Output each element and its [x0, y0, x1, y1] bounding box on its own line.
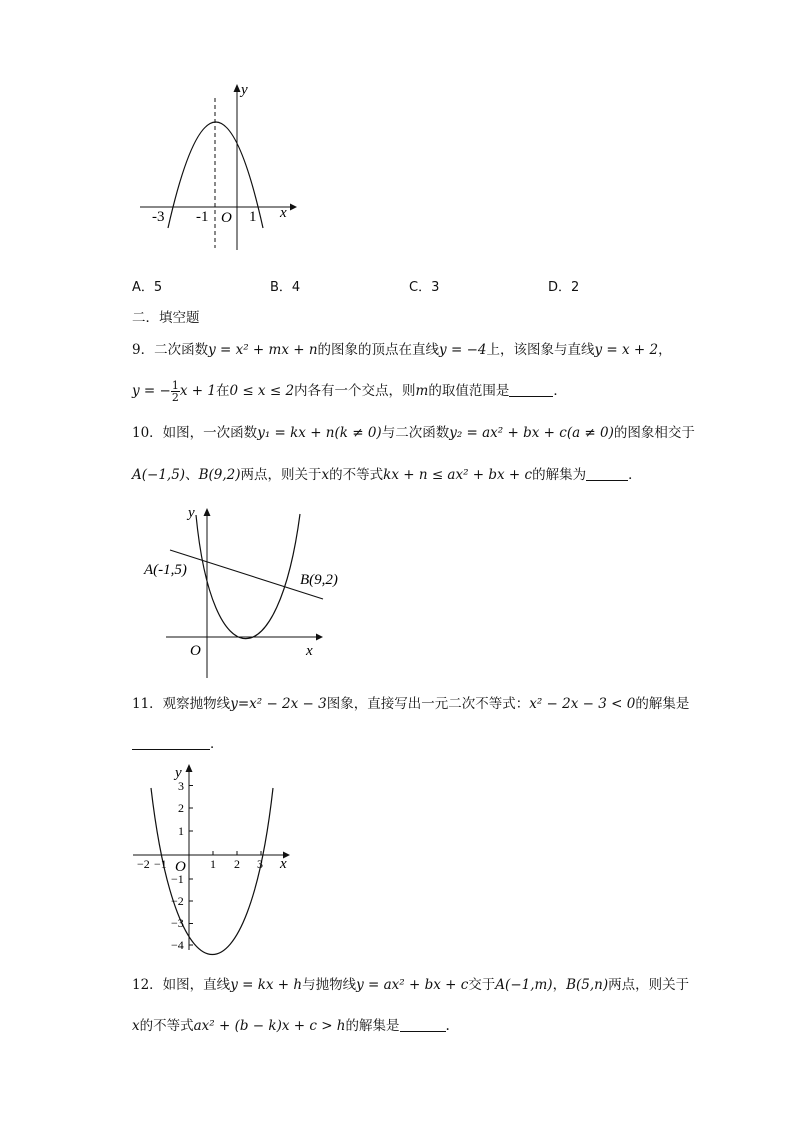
option-d[interactable]: D．2: [548, 280, 580, 295]
q10-line-1: [132, 423, 695, 443]
fig3-ytick: −4: [171, 938, 184, 952]
fig3-xtick: −2: [137, 857, 150, 871]
q10-math: A(−1,5): [132, 467, 186, 483]
q10-math: B(9,2): [198, 467, 241, 483]
q10-math: y₁ = kx + n(k ≠ 0): [257, 425, 382, 441]
q11-text: 的解集是: [635, 696, 690, 712]
figure-1-parabola: [130, 78, 310, 258]
q12-math: y = ax² + bx + c: [356, 977, 469, 993]
q10-text: 与二次函数: [381, 425, 450, 441]
section-title: 二．填空题: [132, 310, 200, 326]
fig3-ytick: 2: [178, 801, 184, 815]
q12-text: 交于: [468, 977, 496, 993]
fig1-tick-m1: -1: [196, 209, 209, 225]
q11-math: y=x² − 2x − 3: [230, 696, 327, 712]
fig3-y-label: y: [175, 765, 182, 781]
q11-text: 11．观察抛物线: [132, 696, 231, 712]
q12-math: y = kx + h: [230, 977, 303, 993]
fig1-x-label: x: [280, 205, 287, 221]
fig1-tick-1: 1: [249, 209, 257, 225]
q11-answer-blank[interactable]: [132, 735, 210, 750]
fig3-xtick: 1: [210, 857, 216, 871]
q9-text: ，: [658, 342, 672, 358]
q9-text: 的取值范围是: [428, 383, 510, 399]
q9-text: 的图象的顶点在直线: [317, 342, 440, 358]
figure-3-parabola-grid: [128, 760, 308, 956]
option-c[interactable]: C．3: [409, 280, 440, 295]
fig3-ytick: −3: [171, 916, 184, 930]
q10-text: 、: [185, 467, 199, 483]
q9-answer-blank[interactable]: [509, 382, 553, 397]
q12-text: 的不等式: [139, 1018, 194, 1034]
q12-line-2: [132, 1016, 450, 1036]
q12-answer-blank[interactable]: [400, 1017, 446, 1032]
fig3-ytick: −2: [171, 894, 184, 908]
q12-math: A(−1,m): [495, 977, 553, 993]
fig3-ytick: 1: [178, 824, 184, 838]
q9-math: y = x + 2: [594, 342, 659, 358]
q9-line-1: [132, 340, 672, 360]
q10-math: x: [321, 467, 330, 483]
q10-line-2: [132, 465, 642, 485]
q9-math: y = −4: [439, 342, 487, 358]
figure-2-line-parabola: [140, 500, 340, 680]
q12-text: 的解集是: [345, 1018, 400, 1034]
q10-text: 的图象相交于: [613, 425, 695, 441]
q11-line-1: [132, 694, 689, 714]
fig3-origin: O: [175, 859, 186, 875]
fig3-x-label: x: [280, 856, 287, 872]
q9-math: 0 ≤ x ≤ 2: [229, 383, 295, 399]
option-b[interactable]: B．4: [270, 280, 301, 295]
q9-text: ．: [553, 383, 567, 399]
q12-text: .: [445, 1018, 450, 1034]
q12-math: ax² + (b − k)x + c > h: [193, 1018, 346, 1034]
fig3-xtick: 3: [257, 857, 263, 871]
fig2-origin: O: [190, 643, 201, 659]
q11-text: 图象，直接写出一元二次不等式：: [326, 696, 530, 712]
q9-math: y = −: [132, 383, 171, 399]
option-a[interactable]: A．5: [132, 280, 163, 295]
q9-text: 内各有一个交点，则: [294, 383, 416, 399]
q12-line-1: [132, 975, 689, 995]
q9-text: 9．二次函数: [132, 342, 209, 358]
q9-math: y = x² + mx + n: [208, 342, 318, 358]
fig2-label-b: B(9,2): [300, 572, 338, 588]
q10-text: ．: [628, 467, 642, 483]
q9-text: 上，该图象与直线: [486, 342, 595, 358]
fraction-numerator: 1: [171, 379, 179, 392]
fraction-denominator: 2: [171, 391, 179, 404]
q9-fraction: [171, 380, 180, 403]
fig2-label-a: A(-1,5): [144, 562, 187, 578]
q11-math: x² − 2x − 3 < 0: [529, 696, 636, 712]
q12-text: ，: [552, 977, 567, 993]
q10-math: y₂ = ax² + bx + c(a ≠ 0): [449, 425, 614, 441]
fig2-x-label: x: [306, 643, 313, 659]
fig1-tick-m3: -3: [152, 209, 165, 225]
q10-math: kx + n ≤ ax² + bx + c: [383, 467, 533, 483]
fig2-y-label: y: [188, 505, 195, 521]
fig3-xtick: −1: [154, 857, 167, 871]
q12-text: 12．如图，直线: [132, 977, 231, 993]
q9-math: x + 1: [179, 383, 216, 399]
q12-text: 与抛物线: [302, 977, 357, 993]
q10-answer-blank[interactable]: [586, 466, 628, 481]
q9-math: m: [415, 383, 429, 399]
q10-text: 10．如图，一次函数: [132, 425, 258, 441]
q12-math: B(5,n): [566, 977, 609, 993]
q9-text: 在: [215, 383, 230, 399]
q10-text: 两点，则关于: [240, 467, 322, 483]
q9-line-2: [132, 380, 567, 403]
fig3-ytick: −1: [171, 872, 184, 886]
q10-text: 的解集为: [532, 467, 587, 483]
fig3-ytick: 3: [178, 779, 184, 793]
q12-math: x: [132, 1018, 140, 1034]
fig1-y-label: y: [241, 82, 248, 98]
q11-text: ．: [210, 736, 224, 752]
fig3-xtick: 2: [234, 857, 240, 871]
q11-line-2: [132, 734, 224, 754]
q10-text: 的不等式: [329, 467, 384, 483]
fig1-origin: O: [221, 210, 232, 226]
q12-text: 两点，则关于: [608, 977, 690, 993]
